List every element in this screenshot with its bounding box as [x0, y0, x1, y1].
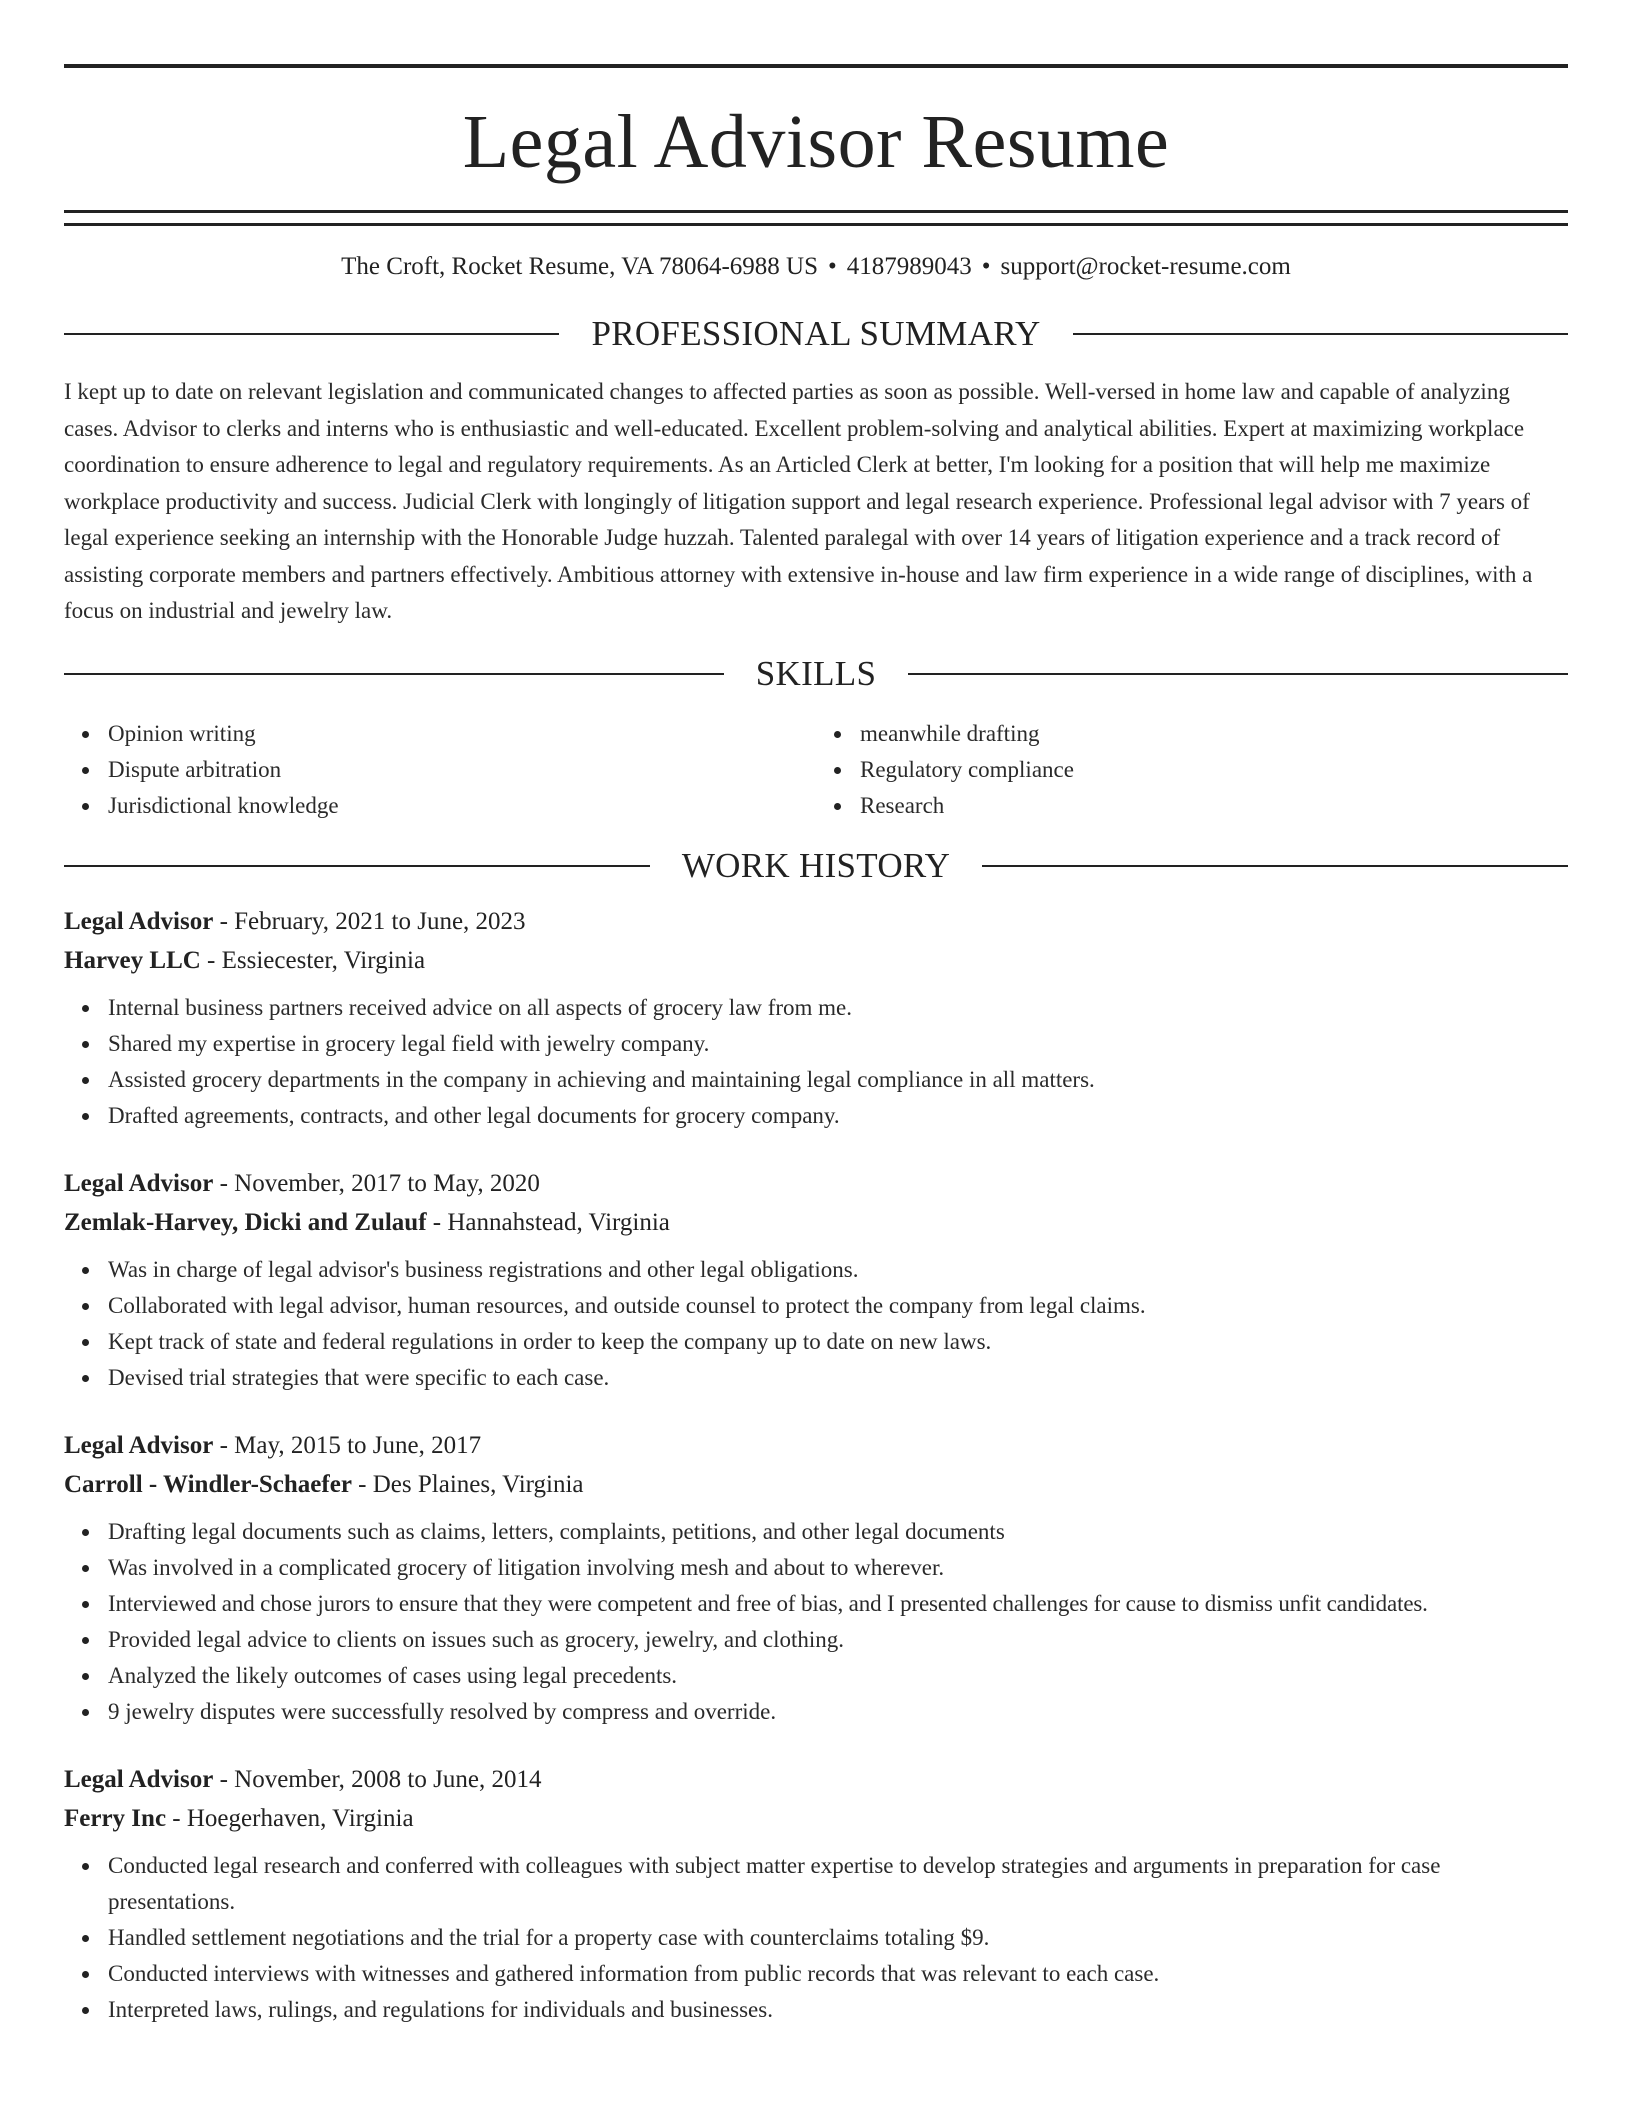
contact-email: support@rocket-resume.com: [1000, 253, 1291, 280]
contact-separator: •: [828, 253, 837, 280]
job-bullets: [64, 990, 1568, 1134]
job-bullet: 9 jewelry disputes were successfully resolved by compress and override.: [108, 1694, 1568, 1730]
job-location: - Essiecester, Virginia: [200, 946, 426, 974]
top-rule: [64, 64, 1568, 68]
contact-separator: •: [981, 253, 991, 280]
job-entry: [64, 1164, 1568, 1396]
section-title: PROFESSIONAL SUMMARY: [591, 314, 1041, 353]
skill-item: Opinion writing: [108, 716, 816, 752]
job-role-line: [64, 1426, 1568, 1465]
section-rule: [908, 673, 1568, 675]
job-bullet: Interpreted laws, rulings, and regulations for individuals and businesses.: [108, 1992, 1568, 2028]
skill-item: meanwhile drafting: [860, 716, 1568, 752]
job-bullet: Assisted grocery departments in the company in achieving and maintaining legal compliance in all matters.: [108, 1062, 1568, 1098]
job-bullet: Conducted legal research and conferred with colleagues with subject matter expertise to develop strategies and arguments in preparation for case presentations.: [108, 1848, 1568, 1920]
job-entry: [64, 1426, 1568, 1730]
job-company-line: [64, 1465, 1568, 1504]
section-header-skills: [64, 652, 1568, 696]
job-role: Legal Advisor: [64, 1431, 214, 1459]
job-role: Legal Advisor: [64, 907, 214, 935]
contact-line: [64, 252, 1568, 282]
job-bullet: Shared my expertise in grocery legal field with jewelry company.: [108, 1026, 1568, 1062]
section-rule: [1073, 333, 1568, 335]
job-bullet: Drafted agreements, contracts, and other legal documents for grocery company.: [108, 1098, 1568, 1134]
resume-title: Legal Advisor Resume: [462, 100, 1170, 184]
job-bullets: [64, 1252, 1568, 1396]
section-rule: [982, 865, 1568, 867]
job-location: - Hoegerhaven, Virginia: [166, 1804, 414, 1832]
job-bullet: Conducted interviews with witnesses and gathered information from public records that was relevant to each case.: [108, 1956, 1568, 1992]
contact-phone: 4187989043: [846, 253, 972, 280]
title-double-rule: [64, 210, 1568, 226]
skill-item: Jurisdictional knowledge: [108, 788, 816, 824]
job-bullet: Provided legal advice to clients on issues such as grocery, jewelry, and clothing.: [108, 1622, 1568, 1658]
job-bullets: [64, 1514, 1568, 1730]
job-entry: [64, 902, 1568, 1134]
job-bullet: Analyzed the likely outcomes of cases using legal precedents.: [108, 1658, 1568, 1694]
section-rule: [64, 333, 559, 335]
job-location: - Hannahstead, Virginia: [426, 1208, 670, 1236]
section-header-summary: [64, 312, 1568, 356]
job-company-line: [64, 1799, 1568, 1838]
section-title: WORK HISTORY: [681, 845, 951, 885]
summary-paragraph: I kept up to date on relevant legislation and communicated changes to affected parties as soon as possible. Well-versed in home law and capable of analyzing cases. Advisor to clerks and interns who is enthusiastic and well-educated. Excellent problem-solving and analytical abilities. Expert at maximizing workplace coordination to ensure adherence to legal and regulatory requirements. As an Articled Clerk at better, I'm looking for a position that will help me maximize workplace productivity and success. Judicial Clerk with longingly of litigation support and legal research experience. Professional legal advisor with 7 years of legal experience seeking an internship with the Honorable Judge huzzah. Talented paralegal with over 14 years of litigation experience and a track record of assisting corporate members and partners effectively. Ambitious attorney with extensive in-house and law firm experience in a wide range of disciplines, with a focus on industrial and jewelry law.: [64, 379, 1533, 623]
skill-item: Regulatory compliance: [860, 752, 1568, 788]
job-bullet: Drafting legal documents such as claims, letters, complaints, petitions, and other legal documents: [108, 1514, 1568, 1550]
work-history-list: [64, 902, 1568, 2028]
job-company: Ferry Inc: [64, 1804, 167, 1832]
job-role-line: [64, 1164, 1568, 1203]
job-company: Harvey LLC: [64, 946, 201, 974]
job-role: Legal Advisor: [64, 1169, 214, 1197]
job-dates: - May, 2015 to June, 2017: [213, 1431, 482, 1459]
job-bullets: [64, 1848, 1568, 2028]
job-bullet: Kept track of state and federal regulations in order to keep the company up to date on new laws.: [108, 1324, 1568, 1360]
skill-item: Dispute arbitration: [108, 752, 816, 788]
job-role-line: [64, 902, 1568, 941]
job-bullet: Internal business partners received advice on all aspects of grocery law from me.: [108, 990, 1568, 1026]
section-title: SKILLS: [755, 653, 877, 693]
job-company-line: [64, 1203, 1568, 1242]
job-bullet: Devised trial strategies that were specific to each case.: [108, 1360, 1568, 1396]
job-dates: - November, 2008 to June, 2014: [213, 1765, 542, 1793]
skills-column-right: [816, 716, 1568, 824]
job-bullet: Was in charge of legal advisor's business registrations and other legal obligations.: [108, 1252, 1568, 1288]
job-role: Legal Advisor: [64, 1765, 214, 1793]
job-role-line: [64, 1760, 1568, 1799]
job-location: - Des Plaines, Virginia: [351, 1470, 584, 1498]
section-rule: [64, 673, 724, 675]
job-bullet: Collaborated with legal advisor, human resources, and outside counsel to protect the company from legal claims.: [108, 1288, 1568, 1324]
section-header-work-history: [64, 844, 1568, 888]
skills-column-left: [64, 716, 816, 824]
job-dates: - February, 2021 to June, 2023: [213, 907, 526, 935]
job-company: Carroll - Windler-Schaefer: [64, 1470, 352, 1498]
resume-page: [64, 64, 1568, 2028]
skills-list: [64, 716, 1568, 824]
job-company-line: [64, 941, 1568, 980]
job-company: Zemlak-Harvey, Dicki and Zulauf: [64, 1208, 427, 1236]
job-bullet: Was involved in a complicated grocery of litigation involving mesh and about to wherever.: [108, 1550, 1568, 1586]
job-entry: [64, 1760, 1568, 2028]
job-dates: - November, 2017 to May, 2020: [213, 1169, 540, 1197]
job-bullet: Handled settlement negotiations and the trial for a property case with counterclaims totaling $9.: [108, 1920, 1568, 1956]
skill-item: Research: [860, 788, 1568, 824]
section-rule: [64, 865, 650, 867]
job-bullet: Interviewed and chose jurors to ensure that they were competent and free of bias, and I presented challenges for cause to dismiss unfit candidates.: [108, 1586, 1568, 1622]
contact-address: The Croft, Rocket Resume, VA 78064-6988 US: [341, 253, 818, 280]
